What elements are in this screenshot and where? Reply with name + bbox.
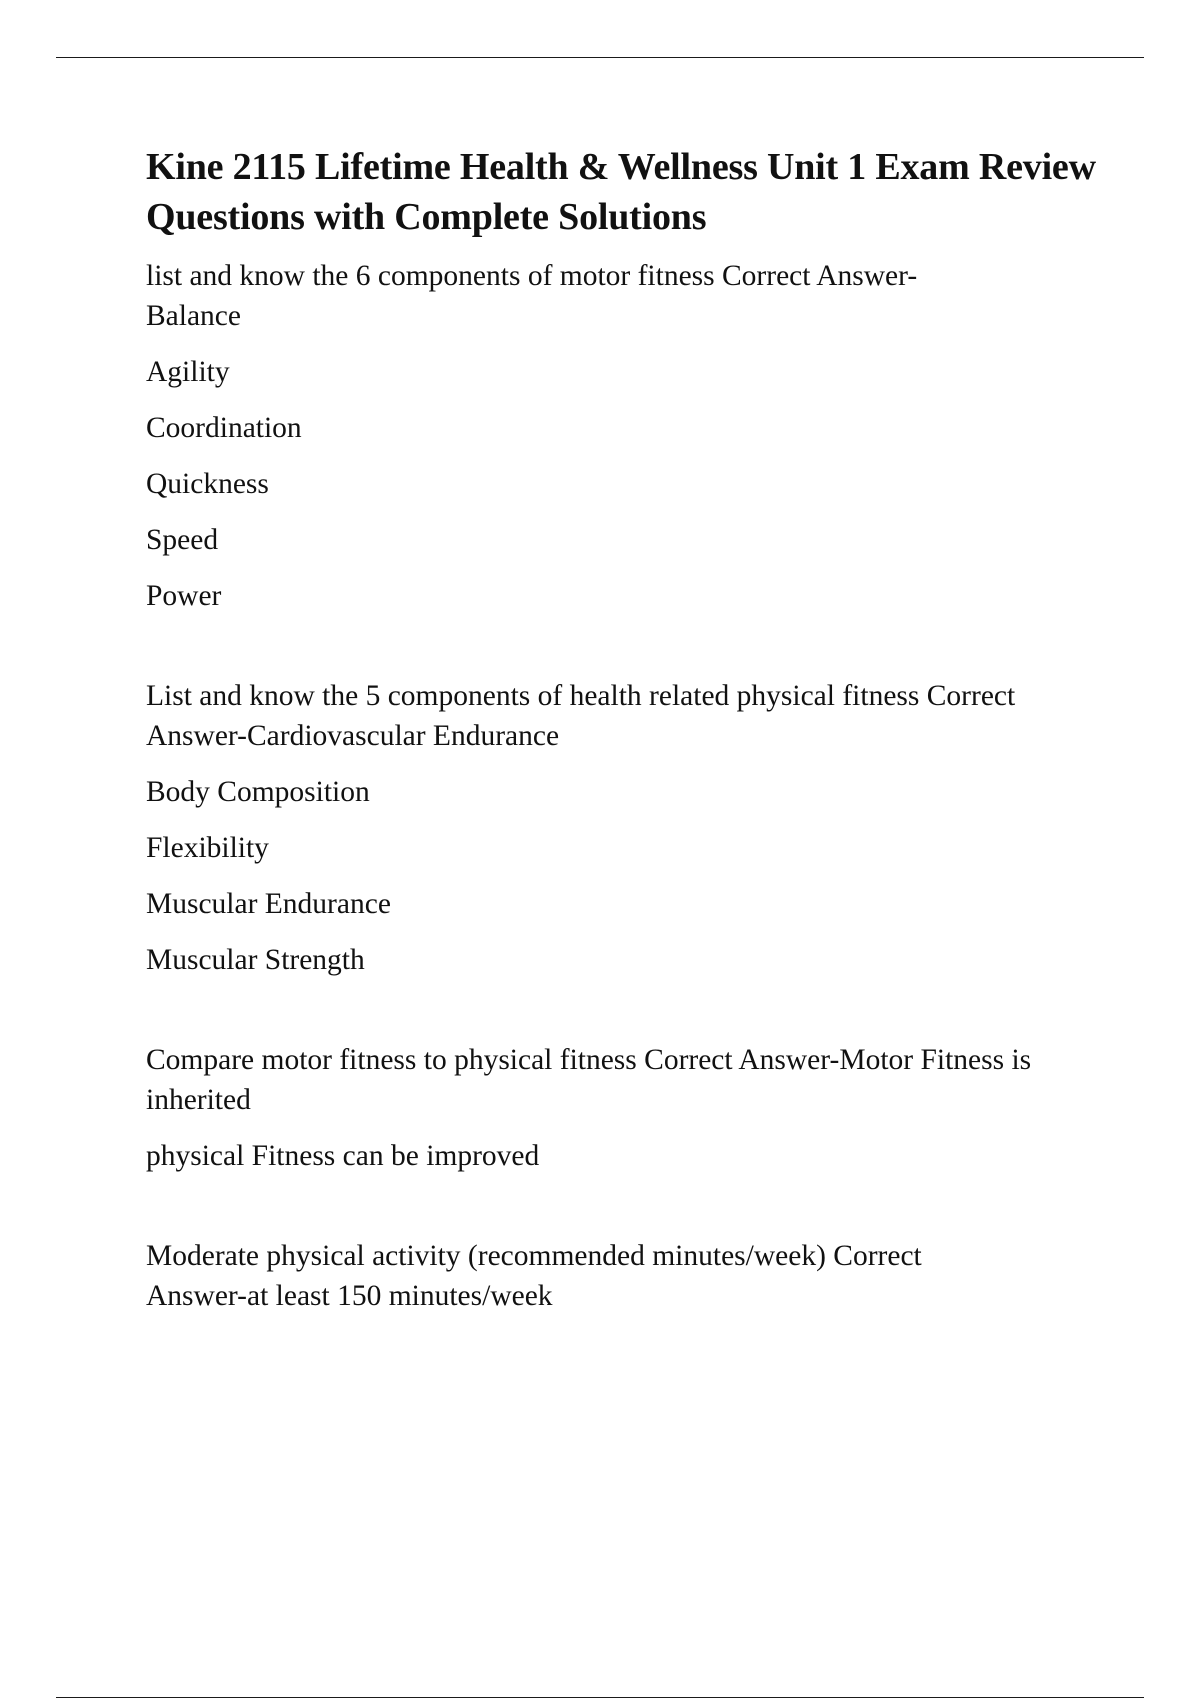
answer-line: Power [146,580,222,612]
document-body [146,142,1106,1316]
question-text: list and know the 6 components of motor fitness Correct Answer-Balance [146,260,918,332]
bottom-rule [56,1697,1144,1698]
question-text: List and know the 5 components of health related physical fitness Correct Answer-Cardiovascular Endurance [146,680,1016,752]
answer-line: Body Composition [146,776,370,808]
question-block-1 [146,256,1106,616]
answer-line: Agility [146,356,230,388]
question-block-2 [146,676,1106,980]
answer-line: Speed [146,524,219,556]
question-block-4 [146,1236,1106,1316]
answer-line: Muscular Endurance [146,888,391,920]
answer-line: Flexibility [146,832,269,864]
answer-line: Muscular Strength [146,944,365,976]
question-text: Moderate physical activity (recommended minutes/week) Correct Answer-at least 150 minutes/week [146,1240,922,1312]
document-title: Kine 2115 Lifetime Health & Wellness Unit 1 Exam Review Questions with Complete Solutions [146,146,1096,238]
answer-line: physical Fitness can be improved [146,1140,540,1172]
question-text: Compare motor fitness to physical fitness Correct Answer-Motor Fitness is inherited [146,1044,1032,1116]
top-rule [56,57,1144,58]
answer-line: Quickness [146,468,269,500]
answer-line: Coordination [146,412,302,444]
question-block-3 [146,1040,1106,1176]
